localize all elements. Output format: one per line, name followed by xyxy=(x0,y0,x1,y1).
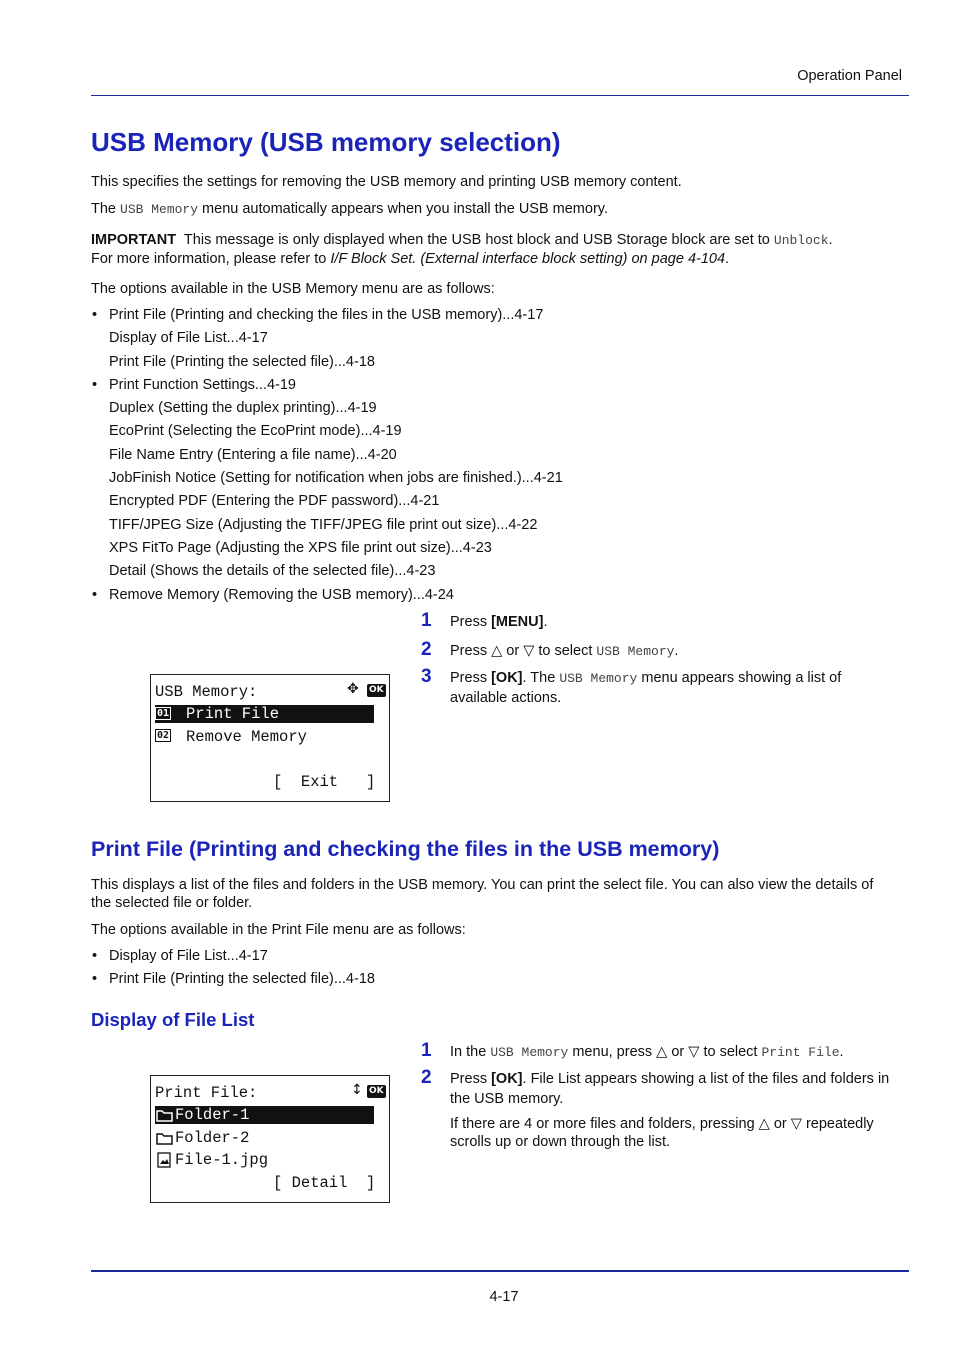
text: Press xyxy=(450,614,492,630)
lcd-softkey-detail[interactable]: [ Detail ] xyxy=(273,1174,376,1192)
step-1-text xyxy=(450,1043,844,1062)
list-item xyxy=(91,492,909,515)
print-file-desc-cont: the selected file or folder. xyxy=(91,895,253,911)
footer-rule xyxy=(91,1270,909,1272)
cross-reference-link[interactable]: I/F Block Set. (External interface block setting) on page 4-104 xyxy=(330,251,726,267)
code-unblock: Unblock xyxy=(773,233,829,248)
lcd-title: USB Memory: xyxy=(155,683,258,701)
section-heading: Print File (Printing and checking the files in the USB memory) xyxy=(91,837,720,861)
number-icon: 02 xyxy=(157,730,170,741)
text: . xyxy=(828,232,833,248)
lcd-row-label: File-1.jpg xyxy=(175,1151,269,1169)
list-item xyxy=(91,516,909,539)
list-item-text: Duplex (Setting the duplex printing)...4-19 xyxy=(109,400,377,417)
lcd-row-label: Print File xyxy=(186,705,280,723)
text: . The xyxy=(522,670,560,686)
header-rule xyxy=(91,95,909,96)
list-item-text: EcoPrint (Selecting the EcoPrint mode)...4-19 xyxy=(109,423,402,440)
text: . xyxy=(839,1044,844,1060)
menu-options-list xyxy=(91,306,909,609)
list-item xyxy=(91,469,909,492)
key-ok: [OK] xyxy=(491,670,523,686)
step-3-text xyxy=(450,669,841,688)
number-icon: 01 xyxy=(157,708,170,719)
step-2-note: If there are 4 or more files and folders, pressing △ or ▽ repeatedly xyxy=(450,1116,874,1132)
lcd-row-remove-memory[interactable] xyxy=(155,728,374,746)
key-menu: [MENU] xyxy=(491,614,544,630)
list-item-text: Print File (Printing the selected file)...4-18 xyxy=(109,353,375,370)
subsection-heading: Display of File List xyxy=(91,1009,255,1030)
text: menu, press △ or ▽ to select xyxy=(568,1044,762,1060)
list-item xyxy=(91,376,909,399)
list-item xyxy=(91,586,909,609)
intro-usb-note xyxy=(91,200,608,219)
list-item-text: • Display of File List...4-17 xyxy=(109,948,268,964)
important-note xyxy=(91,231,833,250)
page-number: 4-17 xyxy=(489,1289,519,1305)
print-file-options-intro: The options available in the Print File menu are as follows: xyxy=(91,922,466,938)
list-item xyxy=(91,329,909,352)
list-item xyxy=(91,539,909,562)
list-item-text: JobFinish Notice (Setting for notification when jobs are finished.)...4-21 xyxy=(109,470,563,487)
list-item xyxy=(91,446,909,469)
lcd-print-file-screen xyxy=(150,1075,390,1203)
folder-icon xyxy=(156,1131,173,1145)
lcd-softkey-exit[interactable]: [ Exit ] xyxy=(273,773,376,791)
up-down-arrow-icon: ↕ xyxy=(351,1082,363,1098)
list-item xyxy=(91,399,909,422)
list-item-text: TIFF/JPEG Size (Adjusting the TIFF/JPEG file print out size)...4-22 xyxy=(109,516,538,533)
text: menu appears showing a list of xyxy=(637,670,842,686)
lcd-row-print-file[interactable] xyxy=(155,705,374,723)
folder-icon xyxy=(156,1108,173,1122)
text: Press xyxy=(450,670,492,686)
lcd-usb-memory-screen xyxy=(150,674,390,802)
list-item xyxy=(91,947,909,970)
print-file-desc: This displays a list of the files and folders in the USB memory. You can print the select file. You can also view the details of xyxy=(91,877,874,893)
list-item-text: Encrypted PDF (Entering the PDF password)...4-21 xyxy=(109,493,440,510)
list-item-text: • Print File (Printing and checking the files in the USB memory)...4-17 xyxy=(109,307,544,323)
important-label: IMPORTANT xyxy=(91,232,177,248)
code-print-file: Print File xyxy=(761,1045,840,1060)
text: The xyxy=(91,201,121,217)
lcd-title: Print File: xyxy=(155,1084,258,1102)
step-1-text xyxy=(450,613,547,631)
step-2-text-cont: the USB memory. xyxy=(450,1091,564,1107)
text: . xyxy=(674,643,679,659)
list-item xyxy=(91,970,909,993)
print-file-options-list xyxy=(91,947,909,994)
list-item-text: • Remove Memory (Removing the USB memory)...4-24 xyxy=(109,586,454,603)
image-file-icon xyxy=(157,1152,172,1168)
list-item-text: • Print File (Printing the selected file)...4-18 xyxy=(109,971,375,988)
lcd-row-file-1[interactable] xyxy=(155,1151,374,1169)
list-item xyxy=(91,422,909,445)
lcd-row-label: Remove Memory xyxy=(186,728,307,746)
text: . File List appears showing a list of the files and folders in xyxy=(522,1071,890,1087)
step-2-note-cont: scrolls up or down through the list. xyxy=(450,1134,671,1150)
text: This message is only displayed when the USB host block and USB Storage block are set to xyxy=(183,232,774,248)
code-usb-memory: USB Memory xyxy=(596,644,675,659)
step-3-text-cont: available actions. xyxy=(450,690,562,706)
code-usb-memory: USB Memory xyxy=(559,671,638,686)
ok-icon: OK xyxy=(369,1086,384,1096)
ok-icon: OK xyxy=(369,685,384,695)
step-2-text xyxy=(450,642,678,661)
options-intro: The options available in the USB Memory menu are as follows: xyxy=(91,281,495,297)
code-usb-memory: USB Memory xyxy=(490,1045,569,1060)
text: . xyxy=(725,251,730,267)
step-number: 2 xyxy=(421,639,432,660)
lcd-row-folder-1[interactable] xyxy=(155,1106,374,1124)
lcd-row-label: Folder-1 xyxy=(175,1106,250,1124)
text: For more information, please refer to xyxy=(91,251,331,267)
lcd-row-label: Folder-2 xyxy=(175,1129,250,1147)
step-number: 1 xyxy=(421,1040,432,1061)
step-number: 3 xyxy=(421,666,432,687)
text: Press △ or ▽ to select xyxy=(450,643,597,659)
step-number: 2 xyxy=(421,1067,432,1088)
code-usb-memory: USB Memory xyxy=(120,202,199,217)
text: In the xyxy=(450,1044,491,1060)
intro-paragraph: This specifies the settings for removing the USB memory and printing USB memory content. xyxy=(91,174,682,190)
list-item xyxy=(91,306,909,329)
text: Press xyxy=(450,1071,492,1087)
text: menu automatically appears when you install the USB memory. xyxy=(198,201,608,217)
important-reference xyxy=(91,250,729,268)
list-item-text: File Name Entry (Entering a file name)...4-20 xyxy=(109,446,397,463)
step-2-text xyxy=(450,1070,889,1088)
list-item-text: Detail (Shows the details of the selected file)...4-23 xyxy=(109,563,436,580)
step-number: 1 xyxy=(421,610,432,631)
lcd-row-folder-2[interactable] xyxy=(155,1129,374,1147)
key-ok: [OK] xyxy=(491,1071,523,1087)
list-item xyxy=(91,353,909,376)
four-way-arrow-icon: ✥ xyxy=(347,681,359,697)
running-header: Operation Panel xyxy=(797,68,902,84)
text: . xyxy=(543,614,548,630)
list-item-text: Display of File List...4-17 xyxy=(109,330,268,347)
list-item-text: XPS FitTo Page (Adjusting the XPS file print out size)...4-23 xyxy=(109,539,492,556)
list-item xyxy=(91,562,909,585)
page-title: USB Memory (USB memory selection) xyxy=(91,127,561,157)
list-item-text: • Print Function Settings...4-19 xyxy=(109,376,296,393)
